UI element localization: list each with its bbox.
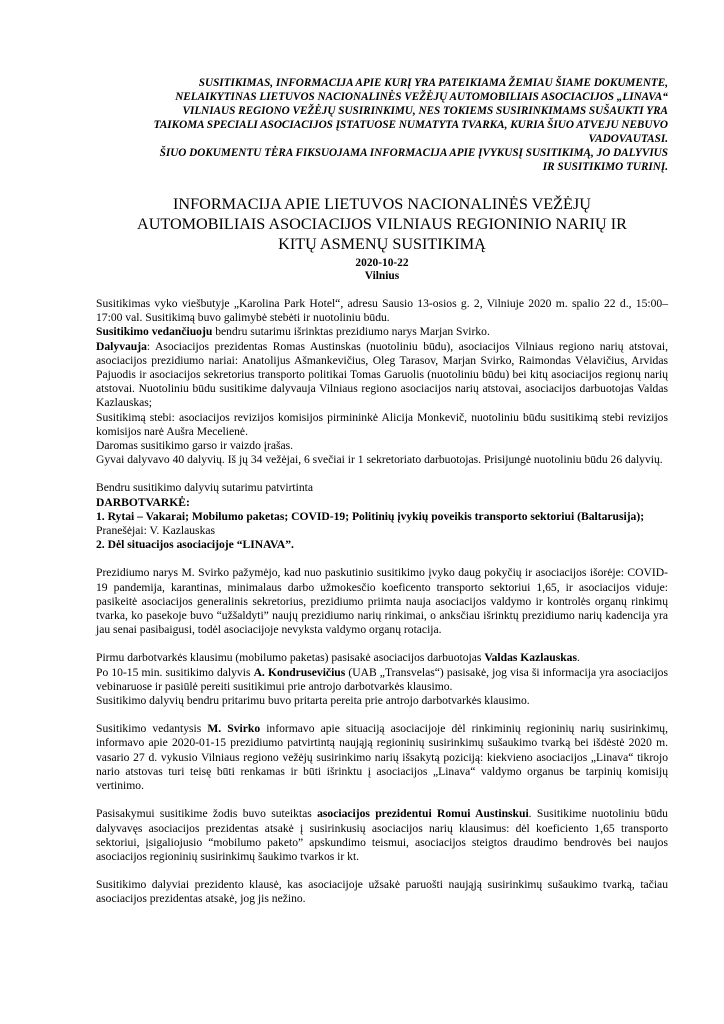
agenda-item-2-text: 2. Dėl situacijos asociacijoje “LINAVA”.: [96, 538, 294, 552]
disclaimer-line: NELAIKYTINAS LIETUVOS NACIONALINĖS VEŽĖJŲ AUTOMOBILIAIS ASOCIACIJOS „LINAVA“: [175, 91, 668, 103]
disclaimer-line: SUSITIKIMAS, INFORMACIJA APIE KURĮ YRA PATEIKIAMA ŽEMIAU ŠIAME DOKUMENTE,: [198, 77, 668, 89]
recording-paragraph: Daromas susitikimo garso ir vaizdo įrašas.: [96, 439, 294, 453]
agenda-label: DARBOTVARKĖ:: [96, 495, 190, 509]
kondrusevicius-text: (UAB „Transvelas“) pasisakė, jog visa ši informacija yra asociacijos vebinaruose ir pasiūlė pereiti susitikimui prie antrojo darbotvarkės klausimo.: [96, 665, 668, 693]
agenda-item-2: [96, 538, 668, 552]
svirko-name: M. Svirko: [207, 722, 261, 736]
first-item-end: .: [577, 651, 580, 665]
disclaimer-line: VADOVAUTASI.: [588, 133, 668, 145]
kondrusevicius-name: A. Kondrusevičius: [253, 665, 346, 679]
agenda-item-1-text: 1. Rytai – Vakarai; Mobilumo paketas; COVID-19; Politinių įvykių poveikis transporto sektoriui (Baltarusija);: [96, 509, 645, 523]
kondrusevicius-pre: Po 10-15 min. susitikimo dalyvis: [96, 665, 254, 679]
agenda-heading: [96, 496, 668, 510]
title-line: KITŲ ASMENŲ SUSITIKIMĄ: [278, 235, 486, 253]
disclaimer-line: IR SUSITIKIMO TURINĮ.: [542, 161, 668, 173]
participants-paragraph: [96, 340, 668, 411]
svirko-info-pre: Susitikimo vedantysis: [96, 722, 208, 736]
meeting-venue-paragraph: Susitikimas vyko viešbutyje „Karolina Park Hotel“, adresu Sausio 13-osios g. 2, Vilniuje 2020 m. spalio 22 d., 15:00–17:00 val. Susitikimą buvo galimybė stebėti ir nuotoliniu būdu.: [96, 297, 668, 325]
chair-text: bendru sutarimu išrinktas prezidiumo narys Marjan Svirko.: [212, 325, 490, 339]
disclaimer-line: TAIKOMA SPECIALI ASOCIACIJOS ĮSTATUOSE NUMATYTA TVARKA, KURIA ŠIUO ATVEJU NEBUVO: [153, 119, 668, 131]
disclaimer-line: VILNIAUS REGIONO VEŽĖJŲ SUSIRINKIMU, NES TOKIEMS SUSIRINKIMAMS SUŠAUKTI YRA: [182, 105, 668, 117]
chair-paragraph: [96, 325, 668, 339]
first-item-text: Pirmu darbotvarkės klausimu (mobilumo paketas) pasisakė asociacijos darbuotojas: [96, 651, 485, 665]
disclaimer-line: ŠIUO DOKUMENTU TĖRA FIKSUOJAMA INFORMACIJA APIE ĮVYKUSĮ SUSITIKIMĄ, JO DALYVIUS: [159, 147, 668, 159]
document-body: [96, 297, 668, 907]
chair-label: Susitikimo vedančiuoju: [96, 325, 213, 339]
svirko-info-paragraph: [96, 722, 668, 793]
president-pre: Pasisakymui susitikime žodis buvo suteiktas: [96, 807, 318, 821]
president-name: asociacijos prezidentui Romui Austinskui: [317, 807, 529, 821]
speaker-name: Valdas Kazlauskas: [484, 651, 577, 665]
document-place: Vilnius: [364, 270, 400, 282]
transition-paragraph: Susitikimo dalyvių bendru pritarimu buvo pritarta pereita prie antrojo darbotvarkės klausimo.: [96, 694, 530, 708]
participants-label: Dalyvauja: [96, 339, 147, 353]
first-item-paragraph: [96, 651, 668, 665]
agenda-item-1-speaker: Pranešėjai: V. Kazlauskas: [96, 524, 216, 538]
title-line: INFORMACIJA APIE LIETUVOS NACIONALINĖS VEŽĖJŲ: [173, 195, 591, 213]
president-paragraph: [96, 807, 668, 864]
document-title: [96, 194, 668, 254]
attendance-paragraph: Gyvai dalyvavo 40 dalyvių. Iš jų 34 vežėjai, 6 svečiai ir 1 sekretoriato darbuotojas. Prisijungė nuotoliniu būdu 26 dalyvių.: [96, 453, 663, 467]
observers-paragraph: Susitikimą stebi: asociacijos revizijos komisijos pirmininkė Alicija Monkevič, nuotoliniu būdu susitikimą stebi revizijos komisijos narė Aušra Mecelienė.: [96, 410, 668, 438]
agenda-item-1: [96, 510, 668, 524]
president-text: . Susitikime nuotoliniu būdu dalyvavęs asociacijos prezidentas atsakė į susirinkusių asociacijos narių klausimus: dėl koeficiento 1,65 transporto sektoriui, įsigaliojusio “mobilumo paketo” apskundimo teismui, asociacijos steigtos draudimo bendrovės bei naujos asociacijos regioninių susirinkimų šaukimo tvarkos ir kt.: [96, 807, 668, 863]
title-line: AUTOMOBILIAIS ASOCIACIJOS VILNIAUS REGIONINIO NARIŲ IR: [137, 215, 627, 233]
svirko-remarks-paragraph: Prezidiumo narys M. Svirko pažymėjo, kad nuo paskutinio susitikimo įvyko daug pokyčių ir asociacijos išorėje: COVID-19 pandemija, karantinas, minimalaus darbo užmokesčio koeficento transporto sektoriui 1,65, ir asociacijos viduje: pasikeitė asociacijos generalinis sekretorius, prezidiumo priimta nauja asociacijos valdymo ir kontrolės organų rinkimų tvarka, ko pasekoje buvo “užšaldyti” naujų prezidiumo narių rinkimai, o anksčiau išrinktų prezidiumo narių kadencija yra jau senai pasibaigusi, todėl asociacijoje nevyksta valdymo organų rotacija.: [96, 566, 668, 637]
svirko-info-text: informavo apie situaciją asociacijoje dėl rinkiminių regioninių narių susirinkimų, informavo apie 2020-01-15 prezidiumo patvirtintą naująją regioninių susirinkimų sušaukimo tvarką bei išdėstė 2020 m. vasario 27 d. vykusio Vilniaus regiono vežėjų susirinkimo narių išsakytą poziciją: kiekvieno asociacijos „Linava“ tikrojo nario atstovas turi teisę būti renkamas ir būti išrinktu į asociacijos „Linava“ valdymo organus be tarpinių komisijų vertinimo.: [96, 722, 668, 793]
disclaimer-block: [108, 76, 668, 174]
closing-paragraph: Susitikimo dalyviai prezidento klausė, kas asociacijoje užsakė paruošti naująją susirinkimų sušaukimo tvarką, tačiau asociacijos prezidentas atsakė, jog jis nežino.: [96, 878, 668, 906]
participants-text: : Asociacijos prezidentas Romas Austinskas (nuotoliniu būdu), asociacijos Vilniaus regiono narių atstovai, asociacijos prezidiumo nariai: Anatolijus Ašmankevičius, Oleg Tarasov, Marjan Svirko, Raimondas Vėlavičius, Arvidas Pajuodis ir asociacijos sekretorius transporto politikai Tomas Garuolis (nuotoliniu būdu) bei kitų asociacijos regionų narių atstovai. Nuotoliniu būdu susitikime dalyvauja Vilniaus regiono asociacijos narių atstovai, asociacijos darbuotojas Valdas Kazlauskas;: [96, 339, 668, 410]
agenda-confirmed: Bendru susitikimo dalyvių sutarimu patvirtinta: [96, 481, 314, 495]
document-date: 2020-10-22: [355, 257, 409, 269]
kondrusevicius-paragraph: [96, 666, 668, 694]
